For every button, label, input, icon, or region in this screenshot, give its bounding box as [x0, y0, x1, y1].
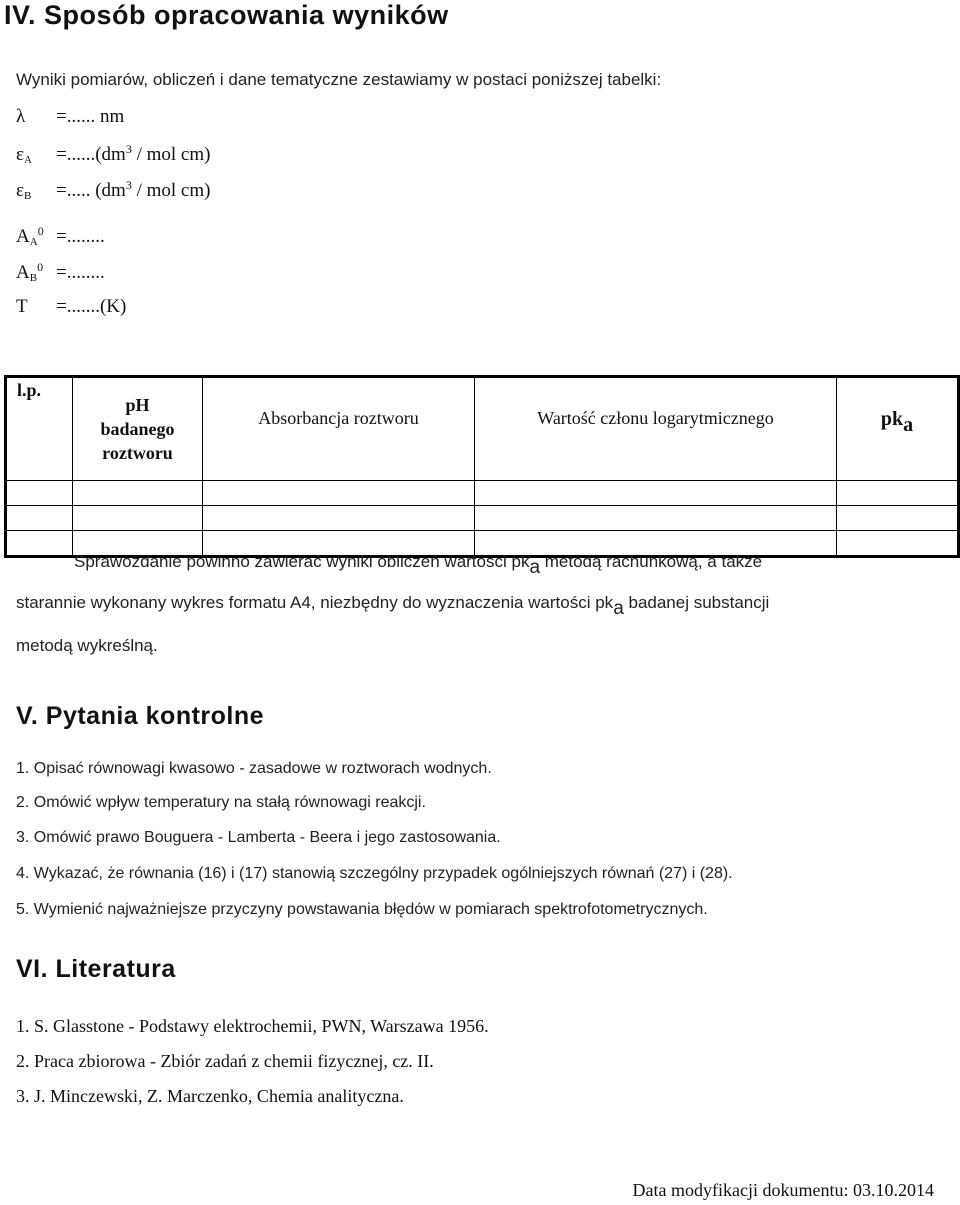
report-text: starannie wykonany wykres formatu A4, niezbędny do wyznaczenia wartości pk	[16, 593, 614, 612]
param-symbol: A	[16, 262, 30, 283]
param-subscript: B	[29, 272, 38, 284]
param-subscript: A	[29, 236, 38, 248]
section4-heading: IV. Sposób opracowania wyników	[4, 0, 449, 30]
param-temperature	[16, 296, 126, 318]
section5-heading: V. Pytania kontrolne	[16, 702, 265, 730]
table-row	[6, 506, 959, 531]
param-value: =.......(K)	[56, 296, 127, 317]
param-epsilon-a	[16, 142, 210, 166]
param-symbol: ε	[16, 144, 24, 165]
header-pka	[837, 377, 959, 481]
param-unit-sup: 3	[125, 178, 132, 192]
param-symbol: A	[16, 226, 30, 247]
table-cell[interactable]	[203, 481, 475, 506]
report-line-3: metodą wykreślną.	[16, 636, 158, 655]
table-cell[interactable]	[475, 506, 837, 531]
param-subscript: B	[23, 190, 32, 202]
report-line-2	[16, 593, 769, 620]
param-symbol: λ	[16, 106, 26, 127]
section6-heading: VI. Literatura	[16, 955, 176, 983]
table-cell[interactable]	[6, 506, 73, 531]
param-symbol: T	[16, 296, 28, 317]
header-wartosc: Wartość członu logarytmicznego	[475, 377, 837, 481]
param-a-b0	[16, 260, 105, 284]
literature-item: 3. J. Minczewski, Z. Marczenko, Chemia analityczna.	[16, 1086, 404, 1106]
table-cell[interactable]	[203, 506, 475, 531]
table-cell[interactable]	[73, 506, 203, 531]
header-ph-line2: badanego	[100, 419, 175, 439]
section4-intro: Wyniki pomiarów, obliczeń i dane tematyczne zestawiamy w postaci poniższej tabelki:	[16, 70, 662, 89]
header-pka-main: pk	[880, 408, 904, 430]
report-line-1	[74, 552, 762, 579]
literature-item: 2. Praca zbiorowa - Zbiór zadań z chemii fizycznej, cz. II.	[16, 1051, 434, 1071]
table-cell[interactable]	[475, 481, 837, 506]
param-unit-sup: 3	[125, 142, 132, 156]
param-superscript: 0	[37, 224, 44, 238]
param-symbol: ε	[16, 180, 24, 201]
header-pka-sub: a	[903, 414, 914, 436]
question-item: 2. Omówić wpływ temperatury na stałą równowagi reakcji.	[16, 794, 426, 811]
literature-item: 1. S. Glasstone - Podstawy elektrochemii, PWN, Warszawa 1956.	[16, 1016, 489, 1036]
header-ph	[73, 377, 203, 481]
table-cell[interactable]	[837, 531, 959, 557]
param-a-a0	[16, 224, 105, 248]
report-subscript: a	[613, 598, 624, 619]
param-epsilon-b	[16, 178, 210, 202]
header-ph-line3: roztworu	[102, 443, 173, 463]
param-value: =...... nm	[56, 106, 125, 127]
report-text: badanej substancji	[623, 593, 770, 612]
question-item: 5. Wymienić najważniejsze przyczyny powstawania błędów w pomiarach spektrofotometrycznych.	[16, 901, 708, 918]
report-text: Sprawozdanie powinno zawierać wyniki obliczeń wartości pk	[74, 552, 530, 571]
param-value: =........	[56, 226, 105, 247]
param-lambda	[16, 106, 124, 128]
param-subscript: A	[23, 154, 32, 166]
table-cell[interactable]	[6, 481, 73, 506]
results-table	[4, 375, 960, 558]
param-value: =........	[56, 262, 105, 283]
question-item: 4. Wykazać, że równania (16) i (17) stanowią szczególny przypadek ogólniejszych równań (27) i (28).	[16, 865, 733, 882]
question-item: 1. Opisać równowagi kwasowo - zasadowe w roztworach wodnych.	[16, 760, 492, 777]
header-lp: l.p.	[6, 377, 73, 481]
param-value: =......(dm	[56, 144, 126, 165]
table-row	[6, 481, 959, 506]
param-unit: / mol cm)	[131, 144, 211, 165]
table-cell[interactable]	[837, 506, 959, 531]
param-value: =..... (dm	[56, 180, 126, 201]
question-item: 3. Omówić prawo Bouguera - Lamberta - Beera i jego zastosowania.	[16, 829, 501, 846]
header-absorbancja: Absorbancja roztworu	[203, 377, 475, 481]
param-superscript: 0	[37, 260, 44, 274]
table-cell[interactable]	[837, 481, 959, 506]
report-text: metodą rachunkową, a także	[540, 552, 763, 571]
table-cell[interactable]	[73, 481, 203, 506]
modification-date: Data modyfikacji dokumentu: 03.10.2014	[632, 1180, 934, 1200]
param-unit: / mol cm)	[131, 180, 211, 201]
header-ph-line1: pH	[125, 395, 150, 415]
table-header-row	[6, 377, 959, 481]
report-subscript: a	[529, 557, 541, 578]
table-cell[interactable]	[6, 531, 73, 557]
